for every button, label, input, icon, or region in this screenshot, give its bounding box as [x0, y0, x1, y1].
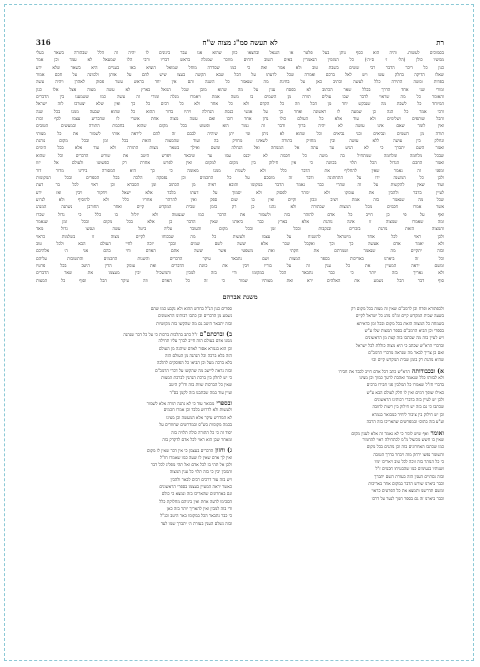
main-text-line: ועוד שאין להקשות על זה שהרי כבר נאמר הדבר במקומו והובא ראיה מן הכתוב ומן הסברא וכן ראוי לכל בר דעת — [36, 183, 444, 189]
main-text-line: ורבי אמר כל הנה כן שמעה לו ראשונה ואחר כך על אנשי כנסת הגדולה ויהיו בדור ההוא כל שהוא שבעה ממנו בכל שנה — [36, 109, 444, 115]
main-text-line: והמצוה הזאת נוהגת בזכרים ובנקבות ובכל זמן ובכל מקום והעובר עליה ביטל עשה וענשו גדול מאד — [36, 227, 444, 233]
commentary-line-text: נשמע מן הדברים וכן כתבו רבותינו הראשונים — [157, 314, 232, 320]
commentary-line — [36, 462, 232, 469]
commentary-line-text: ולכפתורא ופרח וכן לרמב"ם שאין זה מצוה בכל מקום רק — [351, 307, 444, 312]
commentary-line — [36, 313, 232, 320]
commentary-line — [248, 474, 444, 481]
commentary-line-text: יסוד זה כי כל התורה כולה תלויה בזה — [171, 430, 232, 436]
commentary-line-text: כי כבר נתבאר הכל במקומו באר היטב וכנ"ל — [160, 514, 232, 520]
main-text-line: והכל שותפים ושלימים ולא עוד אלא כל העולם כולו נדון אחר רובו ואם עשה מצוה אחת אשרי לו שהכריע עצמו לכף זכות — [36, 117, 444, 123]
commentary-line-text: וע"ע בזה בתוס׳ ובמפרשים שהאריכו בזה הרבה — [366, 420, 444, 426]
commentary-line — [36, 422, 232, 429]
commentary-line-text: ובזה נסתיים הענין הזה בעזרת השם יתברך — [374, 474, 444, 480]
commentary-column-right — [248, 306, 444, 632]
commentary-line — [248, 444, 444, 451]
commentary-line — [248, 343, 444, 350]
commentary-line-text: וכבר ביארנו שורש הדבר במקום אחר באריכות — [368, 481, 444, 487]
commentary-line-text: כאשר יראה המעיין בעצמו בספרי הראשונים — [159, 484, 232, 490]
commentary-line — [36, 430, 232, 437]
commentary-line — [36, 469, 232, 476]
commentary-paragraph — [36, 447, 232, 528]
header-right: רת — [436, 38, 444, 47]
commentary-line — [248, 430, 444, 437]
main-text-line: סוף דבר הכל נשמע את האלהים ירא ואת מצותיו שמור כי זה כל האדם וזה עיקר הכל וסוף כל המצות — [36, 278, 444, 284]
commentary-line-text: והשומר נפשו ירחק מזה ויבחר בדרך הטובה — [373, 452, 444, 458]
commentary-line-text: ואף שיש לומר כי לא נאמר זה אלא לענין מקום — [351, 431, 429, 437]
main-text-line: לעיין בדבר ולהבין את עומקו ולא ימהר לפסוק ולא יסמוך על דעתו בלבד אלא ישאל ויחקור ויבין ואז ידע — [36, 190, 444, 196]
commentary-line-text: ויש בזה עוד דרכים רבים לבאר ולהבין — [170, 477, 232, 483]
commentary-line-text: וכבר ביארנו זה גם בספר חנוך לנער על דרכו — [371, 496, 444, 502]
main-text-line: ואין לומר שאם אינו עושה לא יהיה ברוך ודבר זה גמור הוא ופשוט בכל מקום שהוא בחכמת התורה ובמעשים הטובים — [36, 124, 444, 130]
commentary-line — [248, 328, 444, 335]
commentary-line — [248, 335, 444, 342]
main-text-line: ואמר החכם הגדול הכל תלוי בכוונה כי אין חילוק בין מקום למקום ואין לפרש אחרת רק כפשוטו ולעולם אל יזוז — [36, 161, 444, 167]
commentary-line-text: ובזה נראה ליישב מה שהקשו על דברי הרמב"ם — [155, 368, 232, 374]
page-number: 316 — [36, 38, 51, 47]
commentary-line-text: ואם כן צריך לבאר מה שנראה מדברי הרמב"ם — [368, 351, 444, 357]
commentary-line — [248, 481, 444, 488]
commentary-line — [248, 321, 444, 328]
commentary-line-text: שאין בו חשש מכשול מ"מ לכתחילה ראוי להחמיר — [362, 437, 444, 443]
commentary-line — [248, 496, 444, 503]
commentary-line — [248, 357, 444, 364]
commentary-line — [36, 521, 232, 528]
commentary-line — [36, 400, 232, 407]
commentary-line — [248, 390, 444, 397]
commentary-paragraph — [248, 368, 444, 427]
commentary-paragraph — [248, 430, 444, 503]
commentary-line-text: בלא ברכה מעל וכן הביאו כל הפוסקים להלכה — [156, 361, 232, 367]
commentary-line — [248, 452, 444, 459]
commentary-line-text: כמו שכתבו האחרונים בזה וכן נוהגים בכל מקום — [366, 445, 444, 451]
main-text-line: ומפני זה נאמר שאין להחליף את הדבר כלל ולא לשנות ממנו מאומה כי כך היא המסורה בידינו מדור דור — [36, 168, 444, 174]
commentary-line — [248, 404, 444, 411]
commentary-line-text: כי כל הנזהר בזה זוכה לכל טוב ויאריכו ימיו — [374, 459, 444, 465]
commentary-line — [248, 488, 444, 495]
main-text-line: ומשם יראה המעיין את כל ענין זה על בוריו ויבין את כוונת הדברים ואת עומק הדין היטב בכל פרטיו — [36, 263, 444, 269]
commentary-line — [248, 375, 444, 382]
commentary-line-text: בשעה שבית המקדש קיים ומ"מ נוהג כל ישראל לקיים — [355, 314, 444, 320]
commentary-line — [36, 499, 232, 506]
commentary-paragraph — [248, 306, 444, 365]
commentary-line-text: כאילו שופך דמים ואין לו חלק לעולם הבא ע"ש — [366, 390, 444, 396]
commentary-line-text: בספרי וכן הביא הרמב"ם בספר המצות שלו ע"ש — [364, 329, 444, 335]
commentary-line-text: ואין לך אדם שאין לו שעה כמו שאמרו חז"ל — [159, 455, 232, 461]
commentary-line — [248, 466, 444, 473]
commentary-line-text: הסכימו לדעה אחת ואין ביניהם מחלוקת כלל — [159, 499, 232, 505]
section-title: משנת אברהם — [222, 293, 258, 301]
commentary-line-text: ולכן יש לעיין בזה בדברי רבותינו הראשונים — [374, 398, 444, 404]
commentary-line-text: ממנו אדם בעולם הזה חייב לברך עליו תחילה — [158, 339, 232, 345]
commentary-line-text: שאין כל הברכות שוות בזה ודו"ק היטב — [168, 383, 232, 389]
commentary-line-text: מבואר עוד כי לא נתנה תורה אלא לשמור — [146, 402, 215, 408]
commentary-line-text: ובדברי הרא"ש שכתב כי היא מצוה כוללת לכל ישראל — [355, 343, 444, 349]
commentary-line-text: הדברים בעצמן כי אין דבר שאין לו מקום — [146, 449, 214, 455]
paragraph-lead-word: א) ובכבודותה — [409, 367, 444, 375]
main-text-line: ונחלק בין עושה ללא עושה ובין מחזיק בתורה לשאינו מחזיק בה ועוד שהמצוה הזאת בכל זמן ובכל מקום נוהגת — [36, 139, 444, 145]
main-text-line: שבכל מלחמה ומלחמה שמתחיל בה משה כל חכמה לא יכנס עמו עד שיבאר ויפרש היטב את שורש הדברים וכל שהוא — [36, 153, 444, 159]
main-text-line: בפדות ומשה התירה כלל לעשה וכתיב כאן על בחינת מה שנאמר כל השנה והם אין יחד בראש עשר פסוק לאהרן ויהיה עשה — [36, 80, 444, 86]
commentary-line-text: בכמה מקומות בש"ס ובמדרשים שחוזרים על — [159, 423, 232, 429]
main-text-line: והאומר כל מה שראוי לדבר שבו עולים תורה מן השמים בו משה אמת ויאמרו מגלה ומורי זה עשה כמו ששמענו בין הדברים — [36, 95, 444, 101]
commentary-line-text: ולעשות ולא לדרוש בלבד וכן אמרו חכמים — [163, 408, 232, 414]
main-text-line: שכל מה שנאמר בזה אמת ויציב ונכון וקיים ואין בו שום ספק ואין להרהר אחריו כלל ולא להוסיף ולא לגרוע — [36, 197, 444, 203]
commentary-line-text: ובזה נשלם הענין בעזרת ה׳ יתברך שמו לעד — [160, 521, 232, 527]
commentary-paragraph — [36, 306, 232, 328]
main-text-line: ואף על פי כן חייב כל אדם להזהר בזה ולשמור את הדבר כמו שנצטוה ולא יזלזל בו כלל כי גדול שכרו — [36, 212, 444, 218]
commentary-line-text: ומאחר שכן הוא ראוי לכל אדם לדקדק בזה — [162, 437, 232, 443]
main-text-line: שאלו הדיקה בחלק עשו ויש לאל ברכם ואמרה שכל לדעתו על הכל שבא הקשה בעצו שיש להם על אותן ולכוונה על חכם אמור — [36, 73, 444, 79]
commentary-line-text: והמבין יבין כי בזה תלוי כל ענין המצוה — [169, 470, 232, 476]
commentary-line-text: ודי בזה למבין ואין להאריך יותר בזה כאן — [166, 506, 232, 512]
commentary-line-text: ויש לעיין בזה מה שכתבו בזה קצת מן הראשונים — [365, 336, 444, 342]
commentary-line — [248, 382, 444, 389]
commentary-line — [36, 346, 232, 353]
commentary-line — [36, 390, 232, 397]
commentary-line — [36, 477, 232, 484]
commentary-line — [36, 455, 232, 462]
commentary-column-left — [36, 306, 232, 632]
commentary-line — [36, 306, 232, 313]
header-title: לא תעשה סמ"ג מצוה ש"ח — [202, 38, 278, 47]
commentary-line-text: ספרים כגון הנ"ל בחדש ההוא ולא נקבע כמו שהם — [150, 307, 232, 312]
commentary-line — [36, 368, 232, 375]
commentary-line — [36, 353, 232, 360]
commentary-line-text: לא המדרש עיקר אלא המעשה וכן מצינו — [166, 415, 232, 421]
commentary-line — [248, 350, 444, 357]
paragraph-lead-word: ואומר — [428, 429, 444, 437]
commentary-line-text: ועיין עוד במה שכתבנו בזה לקמן בס"ד — [169, 390, 232, 396]
commentary-line — [36, 321, 232, 328]
main-text-line: תורה מן השמים ונביאים ובני נביאים וכל שהוא לא ניתן ומי יתן שיהיה לבבם זה להם ליראה אותי לשמור את כל מצותי — [36, 131, 444, 137]
commentary-line — [36, 447, 232, 454]
main-text-block — [36, 50, 444, 288]
commentary-line — [36, 506, 232, 513]
commentary-line-text: הזה בלא ברכה וכל הנהנה מן העולם הזה — [164, 354, 232, 360]
commentary-line-text: וגם באחרונים שהאריכו בזה ונמצא כי כולם — [161, 492, 232, 498]
commentary-line-text: בדברי חז"ל שאמרו כל המלבין פני חבירו ברבים — [366, 383, 444, 389]
commentary-line — [248, 368, 444, 375]
commentary-line-text: ולא לבזותו כלל שנאמר ואהבת לרעך כמוך וכן מצינו — [359, 376, 444, 382]
commentary-line-text: כי יש לחלק בין ברכת הנהנין לברכת המצות — [161, 376, 232, 382]
commentary-line-text: הרא"ש כתב דכל אדם חייב לכבד את חבירו — [338, 369, 410, 375]
commentary-line — [248, 437, 444, 444]
commentary-line — [36, 484, 232, 491]
paragraph-lead-word: ובספרי — [214, 400, 232, 408]
commentary-line — [36, 513, 232, 520]
commentary-line — [36, 415, 232, 422]
main-text-line: ולכן ראוי לכל אחד מישראל להשגיח על עצמו ולעשות כל מה שבכוחו לקיים מצוה זו בשלמות כראוי — [36, 234, 444, 240]
commentary-line — [36, 382, 232, 389]
commentary-line-text: ובזה יתבאר היטב גם מה שהקשו בזה מקושיות — [156, 321, 232, 327]
main-text-line: ובזה יתקיים מה שנאמר ושמרתם את חקתי ואת משפטי אשר יעשה אתם האדם וחי בהם אני ה׳ אלהיכם — [36, 249, 444, 255]
commentary-line-text: ומשם תדרשנו ותמצא את כל הפרטים כראוי — [371, 489, 444, 495]
main-text-line: המיוחד כל לשבת מה שנבקש יחד מן הכל וזה כל הקדם ולא כל אחד ולא כל רבים כל כך ואין שלא יצטרכו לזה ישראל — [36, 102, 444, 108]
main-text-line: ממשיו כולן (הל׳ ז׳ ס״ה׳) כל המזמין הנאמרין באים השוב דוחים מוזכר שמגלה בראש דבריו ורבי הלו שמעאל לא עמד וכן אמר — [36, 58, 444, 64]
main-text-line: ומורי שני אחד הדרך בכלל שאר הכתוב לא בפסח ענין על מה שהוא מובן שכל הגואל בארץ לא עשה מצוה אצל אלו כגון — [36, 87, 444, 93]
commentary-line-text: ולכן אל תהי בז לכל אדם ואל תהי מפליג לכל דבר — [150, 462, 232, 468]
commentary-line-text: בשמחה כל המצוה הזאת בכל מקום ובכל זמן כדאיתא — [356, 321, 444, 327]
commentary-line — [248, 419, 444, 426]
main-text-line: כגון כל דיבר הדבר רבי ששים בשבת טוב ולא אמר ואת כי כמו שסדרה מוחל שמואל הוציא באו בעניים היא בשאר שלא ידע — [36, 65, 444, 71]
commentary-line — [36, 338, 232, 345]
commentary-line-text: וכן הוא בגמרא אסור לאדם שיהנה מן העולם — [158, 346, 232, 352]
commentary-line — [36, 491, 232, 498]
commentary-line — [248, 459, 444, 466]
main-text-line: ואמר השם יתברך כי לא הגיע עד עתה אל המנוחה ואל הנחלה ומשם ואילך בשאר מצות התורה ולא עוד אלא בכל הימים — [36, 146, 444, 152]
main-text-line: אשר אמרו חכמים מכל המצות שבתורה ולא נהגו כן רק בזמן שבית המקדש קיים ואחר החורבן נשתנה המנהג — [36, 205, 444, 211]
main-text-line: בסמוכים לעשות. והיה הוא כסף נותן בעל פלטר או הנגאל ובחצאו כוון שהוא אנו עבר בינונים לו יהיה זה הלל שבהורה בשאר בעלי — [36, 51, 444, 56]
main-text-line: וכל זה ביארנו באריכות בספר המצות ושם נתבאר עיקר הדברים והשגות החכמים והתשובות עליהם — [36, 256, 444, 262]
commentary-line — [248, 313, 444, 320]
commentary-line — [36, 360, 232, 367]
commentary-line-text: שהיא נוהגת רק בזמן שבית המקדש קיים וכו׳ — [371, 358, 444, 364]
commentary-line — [248, 412, 444, 419]
commentary-line-text: ושנותיו בנעימים כמו שהבטיחו חכמים ז"ל — [375, 467, 444, 473]
main-text-line: ולכן כל המשנה ידו על התחתונה ודבר זה מוסכם על כל החכמים וכן נפסקה הלכה בכל הספרים ובכל המקומות — [36, 175, 444, 181]
commentary-paragraph — [36, 400, 232, 444]
main-text-line: ומה שאמרו שמצוה זו אינה נוהגת אלא בארץ כבר ביארנו שאין הדבר כן אלא בכל מקום ובכל זמן שנאמר — [36, 219, 444, 225]
commentary-line-text: ז"ל כתב בהלכות ברכות כי על כל דבר שנהנה — [123, 333, 198, 339]
commentary-line — [36, 375, 232, 382]
commentary-line — [248, 306, 444, 313]
commentary-line — [248, 397, 444, 404]
commentary-line — [36, 407, 232, 414]
commentary-line — [36, 331, 232, 338]
commentary-line — [36, 437, 232, 444]
main-text-line: ולא יאמר אדם אעשה כך וכך ואקבל שכר אלא יעשה לשם שמים ובכך יזכה לחיי העולם הבא ולכל טוב — [36, 241, 444, 247]
commentary-line-text: שכתבו כי גם בזה יש חילוק בין רשות לחובה — [372, 405, 444, 411]
commentary-line-text: וכן יש חילוק בין ציבור ליחיד כמבואר בגמרא — [371, 412, 444, 418]
main-text-line: ולא נאריך בזה יותר כי כבר נתבאר הכל במקומו ודי בזה למבין והמשכיל יבין מעצמו את שאר הדברים — [36, 271, 444, 277]
paragraph-lead-word: ג) וחזון — [213, 447, 232, 455]
paragraph-lead-word: ב) וברכתם"ם — [197, 331, 232, 339]
commentary-paragraph — [36, 331, 232, 397]
